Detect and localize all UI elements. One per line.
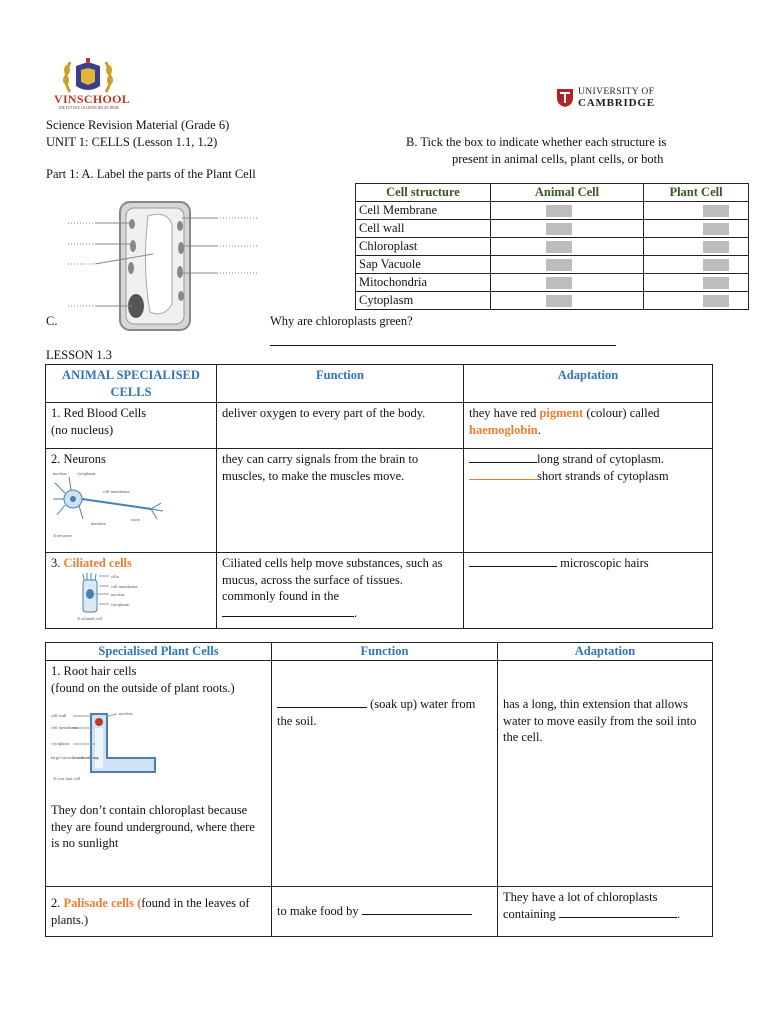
root-function: (soak up) water from the soil. [277, 697, 476, 728]
school-name: VINSCHOOL [54, 92, 131, 106]
palisade-rest: found in the leaves of plants.) [51, 896, 250, 927]
structure-name: Cell wall [356, 220, 491, 238]
col-adaptation: Adaptation [464, 365, 713, 403]
pigment-word: pigment [539, 406, 584, 420]
diagram-label: cell membrane [111, 583, 138, 589]
animal-cells-table [45, 364, 713, 629]
structure-name: Chloroplast [356, 238, 491, 256]
root-note: (found on the outside of plant roots.) [51, 680, 235, 695]
part1-heading: Part 1: A. Label the parts of the Plant Cell [46, 167, 256, 181]
ciliated-function-end: . [354, 605, 358, 620]
blank-line[interactable] [277, 696, 367, 708]
plant-tick-box[interactable] [644, 256, 749, 274]
animal-tick-box[interactable] [491, 274, 644, 292]
structure-name: Cytoplasm [356, 292, 491, 310]
animal-tick-box[interactable] [491, 256, 644, 274]
blank-line[interactable] [469, 555, 557, 567]
table-row [46, 661, 713, 887]
neuron-adapt1: long strand of cytoplasm. [537, 452, 665, 466]
blank-line[interactable] [469, 451, 537, 463]
diagram-label: axon [131, 516, 140, 522]
vinschool-logo [48, 52, 131, 112]
diagram-label: cell membrane [103, 488, 130, 494]
diagram-label: nucleus [111, 591, 125, 597]
structure-name: Mitochondria [356, 274, 491, 292]
ciliated-function-text2: commonly found in the [222, 589, 339, 603]
ciliated-name: Ciliated cells [63, 556, 132, 570]
plant-cell-diagram [68, 196, 268, 336]
col-specialised-plant: Specialised Plant Cells [46, 643, 272, 661]
diagram-label: nucleus [119, 711, 133, 716]
rbc-name: 1. Red Blood Cells [51, 406, 147, 420]
rbc-adapt-end: . [537, 422, 541, 437]
col-cell-structure: Cell structure [356, 184, 491, 202]
ciliated-num: 3. [51, 556, 64, 570]
table-row [46, 887, 713, 937]
haemoglobin-word: haemoglobin [469, 422, 538, 437]
blank-line[interactable] [222, 605, 354, 617]
ciliated-adapt: microscopic hairs [560, 556, 649, 570]
palisade-adaptation: They have a lot of chloroplasts containing [503, 890, 658, 921]
cambridge-logo [556, 87, 671, 111]
doc-title: Science Revision Material (Grade 6) [46, 118, 230, 132]
root-name: 1. Root hair cells [51, 664, 137, 678]
plant-tick-box[interactable] [644, 274, 749, 292]
neurons-name: 2. Neurons [51, 452, 106, 466]
plant-tick-box[interactable] [644, 292, 749, 310]
rbc-note: (no nucleus) [51, 422, 114, 437]
table-row [356, 238, 749, 256]
rbc-adapt-text: (colour) called [583, 406, 660, 420]
diagram-label: nucleus [53, 470, 67, 476]
diagram-label: large vacuole with cell sap [51, 755, 99, 760]
animal-tick-box[interactable] [491, 202, 644, 220]
animal-tick-box[interactable] [491, 292, 644, 310]
animal-tick-box[interactable] [491, 238, 644, 256]
rbc-adapt-text: they have red [469, 406, 540, 420]
diagram-label: A ciliated cell [77, 615, 102, 621]
plant-tick-box[interactable] [644, 202, 749, 220]
diagram-label: cytoplasm [51, 741, 70, 746]
partC-question: Why are chloroplasts green? [270, 314, 413, 328]
school-tagline: THE FUTURE LEADERS BEGIN HERE [58, 106, 120, 110]
root-hair-diagram [51, 706, 161, 784]
blank-line[interactable] [559, 906, 677, 918]
ciliated-function-text: Ciliated cells help move substances, such as mucus, across the surface of tissues. [222, 556, 443, 587]
ciliated-cell-diagram [75, 572, 175, 622]
cambridge-line2: CAMBRIDGE [578, 97, 655, 109]
col-animal-specialised: ANIMAL SPECIALISED CELLS [46, 365, 217, 403]
table-row [356, 274, 749, 292]
diagram-label: cell membrane [51, 725, 78, 730]
table-row [46, 449, 713, 553]
animal-tick-box[interactable] [491, 220, 644, 238]
diagram-label: cytoplasm [111, 601, 130, 607]
col-function: Function [272, 643, 498, 661]
table-row [356, 292, 749, 310]
palisade-num: 2. [51, 896, 64, 910]
col-animal-cell: Animal Cell [491, 184, 644, 202]
diagram-label: cilia [111, 573, 119, 579]
diagram-label: A root hair cell [53, 776, 81, 781]
table-row [356, 202, 749, 220]
blank-line[interactable] [362, 903, 472, 915]
neuron-adapt2: short strands of cytoplasm [537, 468, 669, 483]
diagram-label: A neurone [53, 532, 72, 538]
col-plant-cell: Plant Cell [644, 184, 749, 202]
partB-line1: B. Tick the box to indicate whether each structure is [406, 135, 667, 149]
root-why1: They don’t contain chloroplast because [51, 803, 248, 817]
partC-answer-line[interactable] [270, 345, 616, 346]
neurons-adaptation [464, 449, 713, 553]
plant-cells-table [45, 642, 713, 937]
table-row [46, 403, 713, 449]
tick-table [355, 183, 749, 310]
col-adaptation: Adaptation [498, 643, 713, 661]
unit-title: UNIT 1: CELLS (Lesson 1.1, 1.2) [46, 135, 218, 149]
diagram-label: cytoplasm [77, 470, 96, 476]
table-row [46, 553, 713, 629]
rbc-function: deliver oxygen to every part of the body. [217, 403, 464, 449]
table-row [356, 220, 749, 238]
diagram-label: cell wall [51, 713, 67, 718]
palisade-adapt-end: . [676, 906, 681, 921]
partC-label: C. [46, 314, 58, 328]
blank-line[interactable] [469, 468, 537, 480]
root-adaptation: has a long, thin extension that allows water to move easily from the soil into the cell. [503, 697, 697, 744]
neuron-diagram [51, 469, 171, 541]
ciliated-adaptation [464, 553, 713, 629]
plant-tick-box[interactable] [644, 238, 749, 256]
palisade-name: Palisade cells ( [63, 896, 142, 910]
palisade-function: to make food by [277, 904, 359, 919]
diagram-label: dendrite [91, 520, 106, 526]
table-row [356, 256, 749, 274]
partB-line2: present in animal cells, plant cells, or both [452, 152, 664, 166]
ciliated-function [217, 553, 464, 629]
lesson13-title: LESSON 1.3 [46, 348, 112, 362]
neurons-function: they can carry signals from the brain to muscles, to make the muscles move. [217, 449, 464, 553]
plant-tick-box[interactable] [644, 220, 749, 238]
root-why2: they are found underground, where there is no sunlight [51, 819, 255, 850]
cambridge-line1: UNIVERSITY OF [578, 87, 655, 97]
structure-name: Sap Vacuole [356, 256, 491, 274]
col-function: Function [217, 365, 464, 403]
structure-name: Cell Membrane [356, 202, 491, 220]
cambridge-shield-icon [556, 88, 574, 108]
rbc-adaptation [464, 403, 713, 449]
